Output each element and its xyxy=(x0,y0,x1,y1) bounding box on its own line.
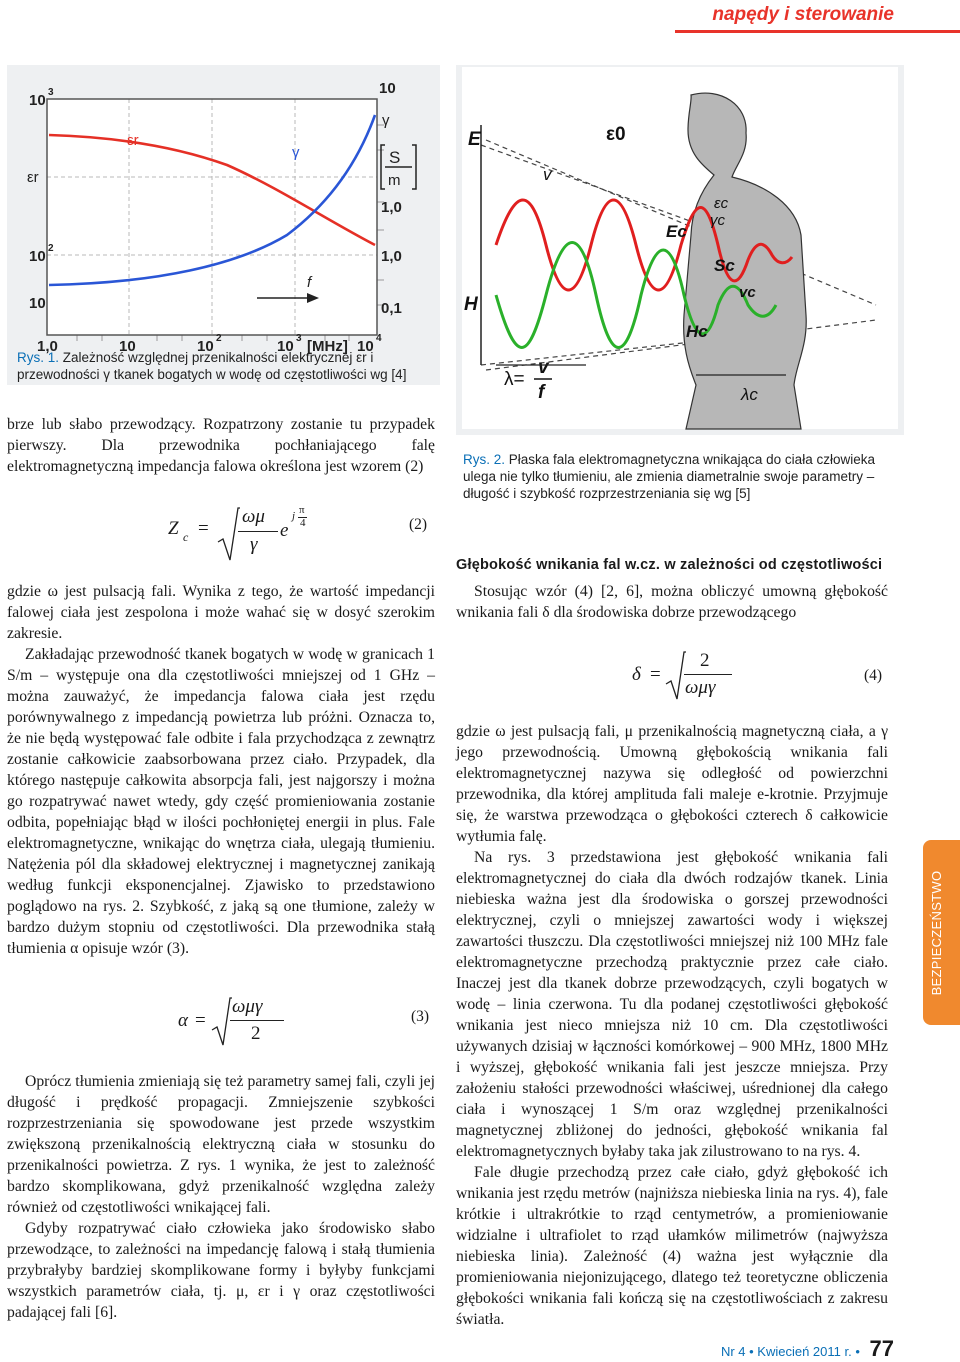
header-bar xyxy=(675,30,960,33)
svg-text:λc: λc xyxy=(741,385,758,404)
svg-text:f: f xyxy=(538,382,545,403)
svg-text:2: 2 xyxy=(216,333,222,344)
svg-text:Hc: Hc xyxy=(686,322,708,341)
equation-3-number: (3) xyxy=(411,1008,430,1025)
left-column-body: gdzie ω jest pulsacją fali. Wynika z tego, że wartość impedancji falowej ciała jest zespolona i może wahać się w dosyć szerokim zakresie. Zakładając przewodność tkanek bogatych w wodę w granicach 1 S/m – występuje ona dla częstotliwości mniejszej od 1 GHz – można zauważyć, że impedancja falowa ciała jest rzędu porównywalnego z impedancją powietrza lub próżni. Oznacza to, że nie będą występować fale odbite i fala przychodząca z zewnątrz zostanie całkowicie zaabsorbowana przez ciało. Przypadek, dla którego następuje całkowita absorpcja fali, jest najgorszy i można go rozpatrywać nawet wtedy, gdy część promieniowania zostanie odbita, popełniając błąd w ilości pochłoniętej energii in plus. Fale elektromagnetyczne, wnikając do wnętrza ciała, ulegają tłumieniu. Natężenia pól dla składowej elektrycznej i magnetycznej zanikają według funkcji eksponencjalnej. Zjawisko to przedstawiono poglądowo na rys. 2. Szybkość, z jaką są one tłumione, zależy w bardzo dużym stopniu od częstotliwości. Dla przewodnika stałą tłumienia α opisuje wzór (3). xyxy=(7,583,435,957)
left-column-p1: brze lub słabo przewodzący. Rozpatrzony zostanie tu przypadek pierwszy. Dla przewodnika pochłaniającego falę elektromagnetyczną impedancja falowa określona jest wzorem (2) xyxy=(7,416,435,475)
svg-text:[MHz]: [MHz] xyxy=(307,338,348,355)
svg-text:4: 4 xyxy=(376,333,382,344)
equation-4-number: (4) xyxy=(864,667,883,684)
gamma-curve-label: γ xyxy=(292,144,300,161)
eps0-label: ε0 xyxy=(606,124,626,145)
lambda-formula: λ= xyxy=(504,369,525,390)
svg-text:10: 10 xyxy=(277,338,294,355)
right-tick-mid2: 1,0 xyxy=(381,248,402,265)
side-tab-label: BEZPIECZEŃSTWO xyxy=(929,870,944,996)
journal-section-title: napędy i sterowanie xyxy=(712,4,894,25)
right-tick-mid1: 1,0 xyxy=(381,199,402,216)
left-tick-bottom: 10 xyxy=(29,295,46,312)
figure-1-caption: Rys. 1. Zależność względnej przenikalności elektrycznej εr i przewodności γ tkanek bogatych w wodę od częstotliwości wg [4] xyxy=(17,350,407,382)
f-label: f xyxy=(307,274,312,291)
svg-text:10: 10 xyxy=(197,338,214,355)
svg-text:10: 10 xyxy=(119,338,136,355)
section-side-tab xyxy=(923,840,960,1025)
svg-text:Sc: Sc xyxy=(714,256,735,275)
right-column-p1: Stosując wzór (4) [2, 6], można obliczyć umowną głębokość wnikania fali δ dla środowiska dobrze przewodzącego xyxy=(456,583,888,621)
equation-3: α = ωμγ 2 xyxy=(178,996,288,1048)
gamma-axis-label: γ xyxy=(382,112,390,129)
svg-text:εc: εc xyxy=(714,195,729,212)
left-column-bottom: Oprócz tłumienia zmieniają się też parametry samej fali, czyli jej długość i prędkość propagacji. Zmniejszenie szybkości rozprzestrzeniania się spowodowane jest przede wszystkim zwiększoną przenikalnością elektryczną ciała w stosunku do przenikalności powietrza. Z rys. 1 wynika, że jest to zależność bardzo skomplikowana, gdyż przenikalność względna zależy również od częstotliwości wnikającej fali. Gdyby rozpatrywać ciało człowieka jako środowisko słabo przewodzące, to zależności na impedancję falową i stałą tłumienia przybrałyby bardziej skomplikowane formy i byłyby funkcjami wszystkich parametrów ciała, tj. μ, εr i γ oraz częstotliwości padającej fali [6]. xyxy=(7,1073,435,1321)
section-title: Głębokość wnikania fal w.cz. w zależności od częstotliwości xyxy=(456,557,883,573)
figure-2-illustration xyxy=(456,65,904,435)
svg-text:2: 2 xyxy=(48,243,54,254)
equation-2-number: (2) xyxy=(409,516,428,533)
eps-axis-label: εr xyxy=(27,169,39,186)
eps-r-curve-label: εr xyxy=(127,132,139,149)
equation-2: Z c = ωμ γ e j π 4 xyxy=(168,506,308,564)
left-tick-top: 10 xyxy=(29,92,46,109)
right-tick-bottom: 0,1 xyxy=(381,300,402,317)
svg-text:v: v xyxy=(543,165,552,184)
H-label: H xyxy=(464,294,478,315)
right-tick-top: 10 xyxy=(379,80,396,97)
right-column-body: gdzie ω jest pulsacją fali, μ przenikalnością magnetyczną ciała, a γ jego przewodnością. Umowną głębokością wnikania fali elektromagnetycznej nazywa się odległość od powierzchni przewodnika, dla której amplituda fali maleje e-krotnie. Przyjmuje się, że warstwa przewodząca o głębokości czterech δ całkowicie wytłumia falę. Na rys. 3 przedstawiona jest głębokość wnikania fali elektromagnetycznej do ciała dla dwóch rodzajów tkanek. Linia niebieska ważna jest dla środowiska o gorszej przewodności elektrycznej, czyli o mniejszej zawartości wody i większej zawartości tłuszczu. Dla częstotliwości mniejszej niż 100 MHz fale elektromagnetyczne przechodzą praktycznie przez całe ciało. Inaczej jest dla tkanek dobrze przewodzących, czyli bogatych w wodę – linia czerwona. Tu dla podanej częstotliwości głębokość wnikania jest nieco mniejsza niż 10 cm. Dla częstotliwości używanych dzisiaj w łączności komórkowej – 900 MHz, 1800 MHz i wyższej, głębokość wnikania fali jest jeszcze mniejsza. Przy założeniu stałości przewodności właściwej, uśrednionej dla całego ciała i wynoszącej 1 S/m oraz względnej przenikalności magnetycznej zbliżonej do jedności, głębokość wnikania fal elektromagnetycznych byłaby taka jak zilustrowano to na rys. 4. Fale długie przechodzą przez całe ciało, gdyż głębokość ich wnikania jest rzędu metrów (najniższa niebieska linia na rys. 4), fale krótkie i ultrakrótkie to rząd centymetrów, a promieniowanie widzialne i ultrafiolet to rząd ułamków milimetrów (najwyższa niebieska linia). Zależność (4) ważna jest wyłącznie dla promieniowania niejonizującego, dlatego też teoretyczne obliczenia głębokości wnikania fali kończą się na częstotliwościach z zakresu światła. xyxy=(456,723,888,1328)
page-footer: Nr 4 • Kwiecień 2011 r. • 77 xyxy=(720,1336,894,1361)
svg-text:γc: γc xyxy=(710,212,725,229)
page-number: 77 xyxy=(869,1336,894,1361)
svg-text:v: v xyxy=(538,357,549,378)
svg-text:10: 10 xyxy=(357,338,374,355)
svg-text:m: m xyxy=(388,172,401,189)
svg-text:3: 3 xyxy=(48,87,54,98)
svg-text:vc: vc xyxy=(739,284,756,301)
svg-text:1,0: 1,0 xyxy=(37,338,58,355)
figure-1-chart xyxy=(7,65,440,355)
E-label: E xyxy=(468,129,481,150)
figure-2-caption: Rys. 2. Płaska fala elektromagnetyczna wnikająca do ciała człowieka ulega nie tylko tłumieniu, ale zmienia diametralnie swoje parametry – długość i szybkość rozprzestrzeniania się wg [5] xyxy=(463,452,875,501)
equation-4: δ = 2 ωμγ xyxy=(632,650,732,702)
svg-text:3: 3 xyxy=(296,333,302,344)
left-tick-mid: 10 xyxy=(29,248,46,265)
svg-text:Ec: Ec xyxy=(666,222,687,241)
svg-text:S: S xyxy=(389,148,401,167)
